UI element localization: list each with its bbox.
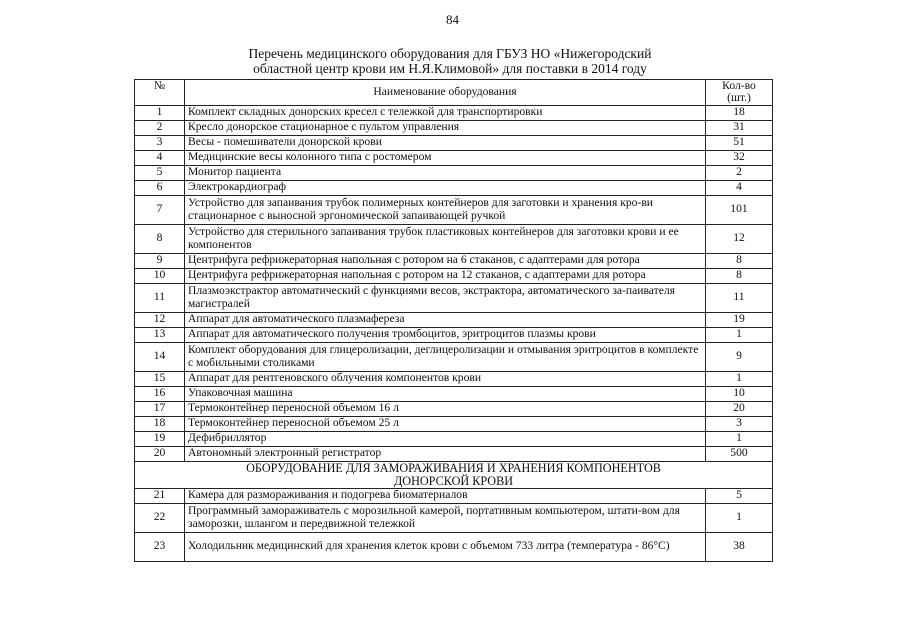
row-qty: 1 <box>706 431 773 446</box>
row-num: 14 <box>135 342 185 371</box>
table-row <box>135 283 773 312</box>
row-qty: 11 <box>706 283 773 312</box>
header-num: № <box>135 80 185 106</box>
table-row <box>135 253 773 268</box>
table-row <box>135 416 773 431</box>
row-num: 3 <box>135 135 185 150</box>
row-name: Аппарат для автоматического получения тромбоцитов, эритроцитов плазмы крови <box>185 327 706 342</box>
table-row <box>135 224 773 253</box>
row-name: Медицинские весы колонного типа с ростомером <box>185 150 706 165</box>
table-row <box>135 180 773 195</box>
row-num: 7 <box>135 195 185 224</box>
row-qty: 5 <box>706 488 773 503</box>
row-name: Программный замораживатель с морозильной камерой, портативным компьютером, штати-вом для заморозки, шлангом и передвижной тележкой <box>185 503 706 532</box>
row-num: 23 <box>135 532 185 561</box>
row-num: 15 <box>135 371 185 386</box>
table-row <box>135 150 773 165</box>
row-num: 11 <box>135 283 185 312</box>
table-row <box>135 431 773 446</box>
row-num: 20 <box>135 446 185 461</box>
table-row <box>135 446 773 461</box>
section-header <box>135 461 773 488</box>
row-name: Центрифуга рефрижераторная напольная с ротором на 6 стаканов, с адаптерами для ротора <box>185 253 706 268</box>
row-name: Аппарат для автоматического плазмафереза <box>185 312 706 327</box>
row-name: Термоконтейнер переносной объемом 25 л <box>185 416 706 431</box>
table-row <box>135 105 773 120</box>
row-qty: 18 <box>706 105 773 120</box>
row-qty: 3 <box>706 416 773 431</box>
row-qty: 8 <box>706 268 773 283</box>
row-name: Упаковочная машина <box>185 386 706 401</box>
row-num: 13 <box>135 327 185 342</box>
header-qty-line-1: Кол-во <box>722 79 756 92</box>
table-row <box>135 312 773 327</box>
row-qty: 32 <box>706 150 773 165</box>
row-qty: 1 <box>706 503 773 532</box>
row-name: Устройство для стерильного запаивания трубок пластиковых контейнеров для заготовки крови и ее компонентов <box>185 224 706 253</box>
row-num: 12 <box>135 312 185 327</box>
row-qty: 51 <box>706 135 773 150</box>
row-num: 21 <box>135 488 185 503</box>
row-num: 22 <box>135 503 185 532</box>
row-qty: 2 <box>706 165 773 180</box>
table-row <box>135 268 773 283</box>
header-name: Наименование оборудования <box>185 80 706 106</box>
equipment-table <box>134 79 773 562</box>
table-row <box>135 342 773 371</box>
row-qty: 101 <box>706 195 773 224</box>
row-name: Камера для размораживания и подогрева биоматериалов <box>185 488 706 503</box>
table-row <box>135 120 773 135</box>
row-num: 1 <box>135 105 185 120</box>
row-num: 19 <box>135 431 185 446</box>
row-qty: 31 <box>706 120 773 135</box>
row-name: Дефибриллятор <box>185 431 706 446</box>
row-num: 5 <box>135 165 185 180</box>
row-qty: 1 <box>706 371 773 386</box>
row-qty: 8 <box>706 253 773 268</box>
row-num: 17 <box>135 401 185 416</box>
row-name: Холодильник медицинский для хранения клеток крови с объемом 733 литра (температура - 86°С) <box>185 532 706 561</box>
row-name: Устройство для запаивания трубок полимерных контейнеров для заготовки и хранения кро-ви стационарное с выносной эргономической запаивающей ручкой <box>185 195 706 224</box>
row-qty: 10 <box>706 386 773 401</box>
table-row <box>135 371 773 386</box>
row-qty: 38 <box>706 532 773 561</box>
row-qty: 500 <box>706 446 773 461</box>
row-name: Термоконтейнер переносной объемом 16 л <box>185 401 706 416</box>
row-num: 10 <box>135 268 185 283</box>
table-row <box>135 195 773 224</box>
row-num: 18 <box>135 416 185 431</box>
row-num: 4 <box>135 150 185 165</box>
row-name: Автономный электронный регистратор <box>185 446 706 461</box>
row-qty: 4 <box>706 180 773 195</box>
row-qty: 1 <box>706 327 773 342</box>
header-qty-line-2: (шт.) <box>727 91 751 105</box>
section-header-line-2: ДОНОРСКОЙ КРОВИ <box>393 473 514 488</box>
row-name: Монитор пациента <box>185 165 706 180</box>
table-row <box>135 327 773 342</box>
section-header-line-1: ОБОРУДОВАНИЕ ДЛЯ ЗАМОРАЖИВАНИЯ И ХРАНЕНИЯ КОМПОНЕНТОВ <box>246 460 661 475</box>
row-name: Кресло донорское стационарное с пультом управления <box>185 120 706 135</box>
row-name: Электрокардиограф <box>185 180 706 195</box>
table-row <box>135 488 773 503</box>
title-line-1: Перечень медицинского оборудования для ГБУЗ НО «Нижегородский <box>248 46 652 61</box>
row-name: Плазмоэкстрактор автоматический с функциями весов, экстрактора, автоматического за-паивателя магистралей <box>185 283 706 312</box>
header-qty <box>706 80 773 106</box>
row-qty: 12 <box>706 224 773 253</box>
row-num: 2 <box>135 120 185 135</box>
row-qty: 20 <box>706 401 773 416</box>
row-name: Комплект оборудования для глицеролизации, деглицеролизации и отмывания эритроцитов в комплекте с мобильными столиками <box>185 342 706 371</box>
row-name: Комплект складных донорских кресел с тележкой для транспортировки <box>185 105 706 120</box>
title-line-2: областной центр крови им Н.Я.Климовой» для поставки в 2014 году <box>253 61 647 76</box>
row-num: 9 <box>135 253 185 268</box>
section-header-row <box>135 461 773 488</box>
table-row <box>135 532 773 561</box>
page-number: 84 <box>446 12 459 27</box>
table-row <box>135 135 773 150</box>
row-name: Центрифуга рефрижераторная напольная с ротором на 12 стаканов, с адаптерами для ротора <box>185 268 706 283</box>
row-num: 16 <box>135 386 185 401</box>
document-title <box>140 46 760 76</box>
row-name: Весы - помешиватели донорской крови <box>185 135 706 150</box>
table-row <box>135 503 773 532</box>
table-row <box>135 386 773 401</box>
row-num: 6 <box>135 180 185 195</box>
row-qty: 19 <box>706 312 773 327</box>
table-row <box>135 401 773 416</box>
row-qty: 9 <box>706 342 773 371</box>
row-name: Аппарат для рентгеновского облучения компонентов крови <box>185 371 706 386</box>
table-header-row <box>135 80 773 106</box>
row-num: 8 <box>135 224 185 253</box>
table-row <box>135 165 773 180</box>
